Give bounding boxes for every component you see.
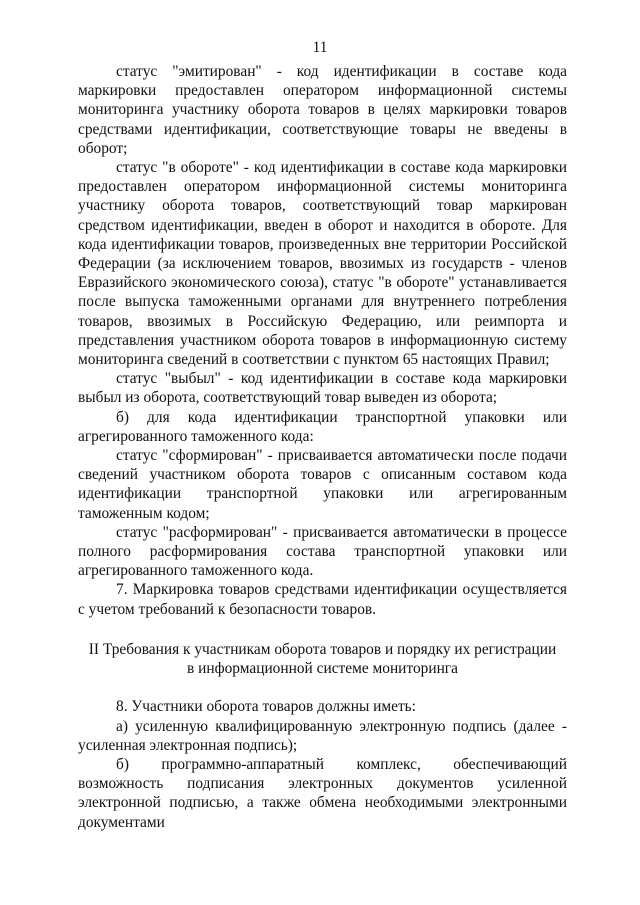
page-number: 11 — [312, 39, 328, 56]
paragraph-status-emitted: статус "эмитирован" - код идентификации в составе кода маркировки предоставлен оператором информационной системы мониторинга участнику оборота товаров в целях маркировки товаров средствами идентификации, соответствующие товары не введены в оборот; — [78, 63, 567, 157]
paragraph-item-a: а) усиленную квалифицированную электронную подпись (далее - усиленная электронная подпись); — [78, 717, 567, 754]
paragraph-status-disbanded: статус "расформирован" - присваивается автоматически в процессе полного расформирования состава транспортной упаковки или агрегированного таможенного кода. — [78, 523, 567, 580]
paragraph-status-in-circulation: статус "в обороте" - код идентификации в составе кода маркировки предоставлен оператором информационной системы мониторинга участнику оборота товаров, соответствующий товар маркирован средством идентификации, введен в оборот и находится в обороте. Для кода идентификации товаров, произведенных вне территории Российской Федерации (за исключением товаров, ввозимых из государств - членов Евразийского экономического союза), статус "в обороте" устанавливается после выпуска таможенными органами для внутреннего потребления товаров, ввозимых в Российскую Федерацию, или реимпорта и представления участником оборота товаров в информационную систему мониторинга сведений в соответствии с пунктом 65 настоящих Правил; — [78, 159, 567, 369]
document-body — [78, 62, 567, 832]
paragraph-item-b: б) для кода идентификации транспортной упаковки или агрегированного таможенного кода: — [78, 408, 567, 445]
paragraph-clause-8: 8. Участники оборота товаров должны иметь: — [116, 698, 416, 716]
section-heading — [78, 640, 567, 678]
paragraph-status-withdrawn: статус "выбыл" - код идентификации в составе кода маркировки выбыл из оборота, соответствующий товар выведен из оборота; — [78, 370, 567, 407]
section-heading-line-1: II Требования к участникам оборота товаров и порядку их регистрации — [88, 640, 557, 658]
paragraph-clause-7: 7. Маркировка товаров средствами идентификации осуществляется с учетом требований к безопасности товаров. — [78, 581, 567, 618]
paragraph-status-formed: статус "сформирован" - присваивается автоматически после подачи сведений участником оборота товаров с описанным составом кода идентификации транспортной упаковки или агрегированным таможенным кодом; — [78, 447, 567, 522]
section-heading-line-2: в информационной системе мониторинга — [187, 660, 458, 678]
paragraph-item-b-software: б) программно-аппаратный комплекс, обеспечивающий возможность подписания электронных документов усиленной электронной подписью, а также обмена необходимыми электронными документами — [78, 755, 567, 831]
